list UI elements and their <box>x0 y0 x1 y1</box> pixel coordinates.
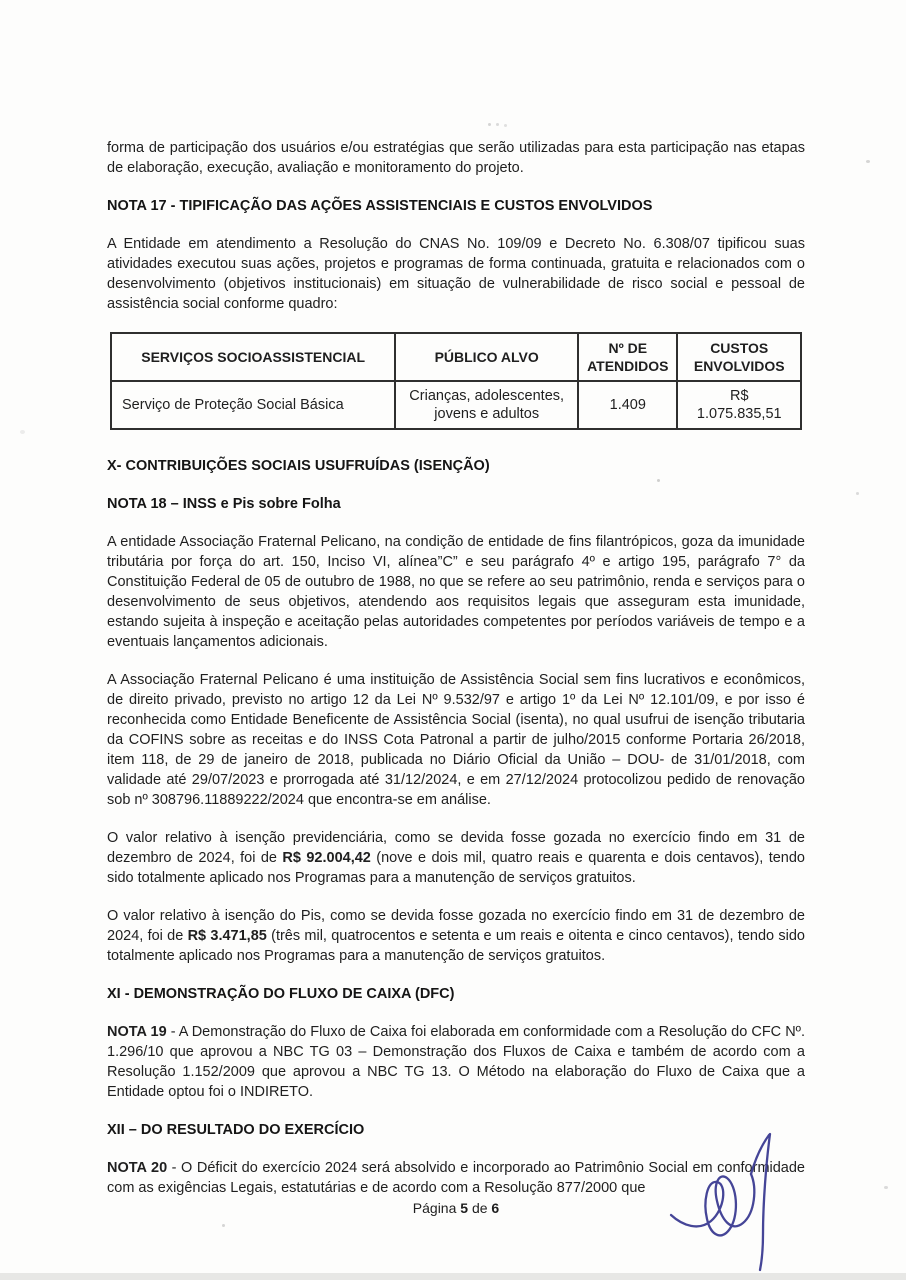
scan-speck <box>657 479 660 482</box>
header-custos: CUSTOS ENVOLVIDOS <box>677 333 801 381</box>
scan-speck <box>884 1186 888 1189</box>
nota18-paragraph-2: A Associação Fraternal Pelicano é uma instituição de Assistência Social sem fins lucrativos e econômicos, de direito privado, previsto no artigo 12 da Lei Nº 9.532/97 e artigo 1º da Lei Nº 12.101/09, e por isso é reconhecida como Entidade Beneficente de Assistência Social (isenta), no qual usufrui de isenção tributaria da COFINS sobre as receitas e do INSS Cota Patronal a partir de julho/2015 conforme Portaria 26/2018, item 118, de 29 de janeiro de 2018, publicada no Diário Oficial da União – DOU- de 31/01/2018, com validade até 29/07/2023 e prorrogada até 31/12/2024, e em 27/12/2024 protocolizou pedido de renovação sob nº 308796.11889222/2024 que encontra-se em análise. <box>107 672 805 808</box>
nota19-paragraph: NOTA 19 - A Demonstração do Fluxo de Caixa foi elaborada em conformidade com a Resolução do CFC Nº. 1.296/10 que aprovou a NBC TG 03 – Demonstração dos Fluxos de Caixa e também de acordo com a Resolução 1.152/2009 que aprovou a NBC TG 13. O Método na elaboração do Fluxo de Caixa que a Entidade optou foi o INDIRETO. <box>107 1024 805 1100</box>
header-num-atendidos: Nº DE ATENDIDOS <box>578 333 677 381</box>
table-header-row <box>111 333 801 381</box>
servicos-table <box>110 332 802 430</box>
sectionXII-heading: XII – DO RESULTADO DO EXERCÍCIO <box>107 1122 365 1138</box>
nota20-paragraph: NOTA 20 - O Déficit do exercício 2024 será absolvido e incorporado ao Patrimônio Social em conformidade com as exigências Legais, estatutárias e de acordo com a Resolução 877/2000 que <box>107 1160 805 1196</box>
isencao-previdenciaria-paragraph: O valor relativo à isenção previdenciária, como se devida fosse gozada no exercício findo em 31 de dezembro de 2024, foi de R$ 92.004,42 (nove e dois mil, quatro reais e quarenta e dois centavos), tendo sido totalmente aplicado nos Programas para a manutenção de serviços gratuitos. <box>107 830 805 886</box>
intro-paragraph: forma de participação dos usuários e/ou estratégias que serão utilizadas para esta participação nas etapas de elaboração, execução, avaliação e monitoramento do projeto. <box>107 140 805 176</box>
cell-publico: Crianças, adolescentes, jovens e adultos <box>395 381 578 429</box>
scan-edge-band <box>0 1273 906 1280</box>
scan-speck <box>856 492 859 495</box>
table-row <box>111 381 801 429</box>
cell-servico: Serviço de Proteção Social Básica <box>111 381 395 429</box>
sectionX-heading: X- CONTRIBUIÇÕES SOCIAIS USUFRUÍDAS (ISENÇÃO) <box>107 458 490 474</box>
scan-speck <box>866 160 870 163</box>
cell-atendidos: 1.409 <box>578 381 677 429</box>
scan-speck <box>496 123 499 126</box>
sectionXI-heading: XI - DEMONSTRAÇÃO DO FLUXO DE CAIXA (DFC) <box>107 986 455 1002</box>
scan-speck <box>504 124 507 127</box>
signature-icon <box>658 1122 808 1280</box>
cell-custos: R$ 1.075.835,51 <box>677 381 801 429</box>
page-number-label: Página 5 de 6 <box>412 1200 500 1216</box>
nota18-paragraph-1: A entidade Associação Fraternal Pelicano, na condição de entidade de fins filantrópicos, goza da imunidade tributária por força do art. 150, Inciso VI, alínea”C” e seu parágrafo 4º e artigo 195, parágrafo 7° da Constituição Federal de 05 de outubro de 1988, no que se refere ao seu patrimônio, renda e serviços para o desenvolvimento de seus objetivos, atendendo aos requisitos legais que asseguram esta imunidade, estando sujeita à inspeção e aceitação pelas autoridades competentes por períodos variáveis de tempo e a eventuais lançamentos adicionais. <box>107 534 805 650</box>
scan-speck <box>222 1224 225 1227</box>
nota18-heading: NOTA 18 – INSS e Pis sobre Folha <box>107 496 341 512</box>
document-content <box>107 138 805 1216</box>
header-publico-alvo: PÚBLICO ALVO <box>395 333 578 381</box>
isencao-pis-paragraph: O valor relativo à isenção do Pis, como se devida fosse gozada no exercício findo em 31 de dezembro de 2024, foi de R$ 3.471,85 (três mil, quatrocentos e setenta e um reais e oitenta e cinco centavos), tendo sido totalmente aplicado nos Programas para a manutenção de serviços gratuitos. <box>107 908 805 964</box>
nota17-paragraph: A Entidade em atendimento a Resolução do CNAS No. 109/09 e Decreto No. 6.308/07 tipificou suas atividades executou suas ações, projetos e programas de forma continuada, gratuita e relacionados com o desenvolvimento (objetivos institucionais) em situação de vulnerabilidade de risco social e pessoal de assistência social conforme quadro: <box>107 236 805 312</box>
nota17-heading: NOTA 17 - TIPIFICAÇÃO DAS AÇÕES ASSISTENCIAIS E CUSTOS ENVOLVIDOS <box>107 198 653 214</box>
scan-speck <box>488 123 491 126</box>
header-servicos: SERVIÇOS SOCIOASSISTENCIAL <box>111 333 395 381</box>
scan-speck <box>20 430 25 434</box>
